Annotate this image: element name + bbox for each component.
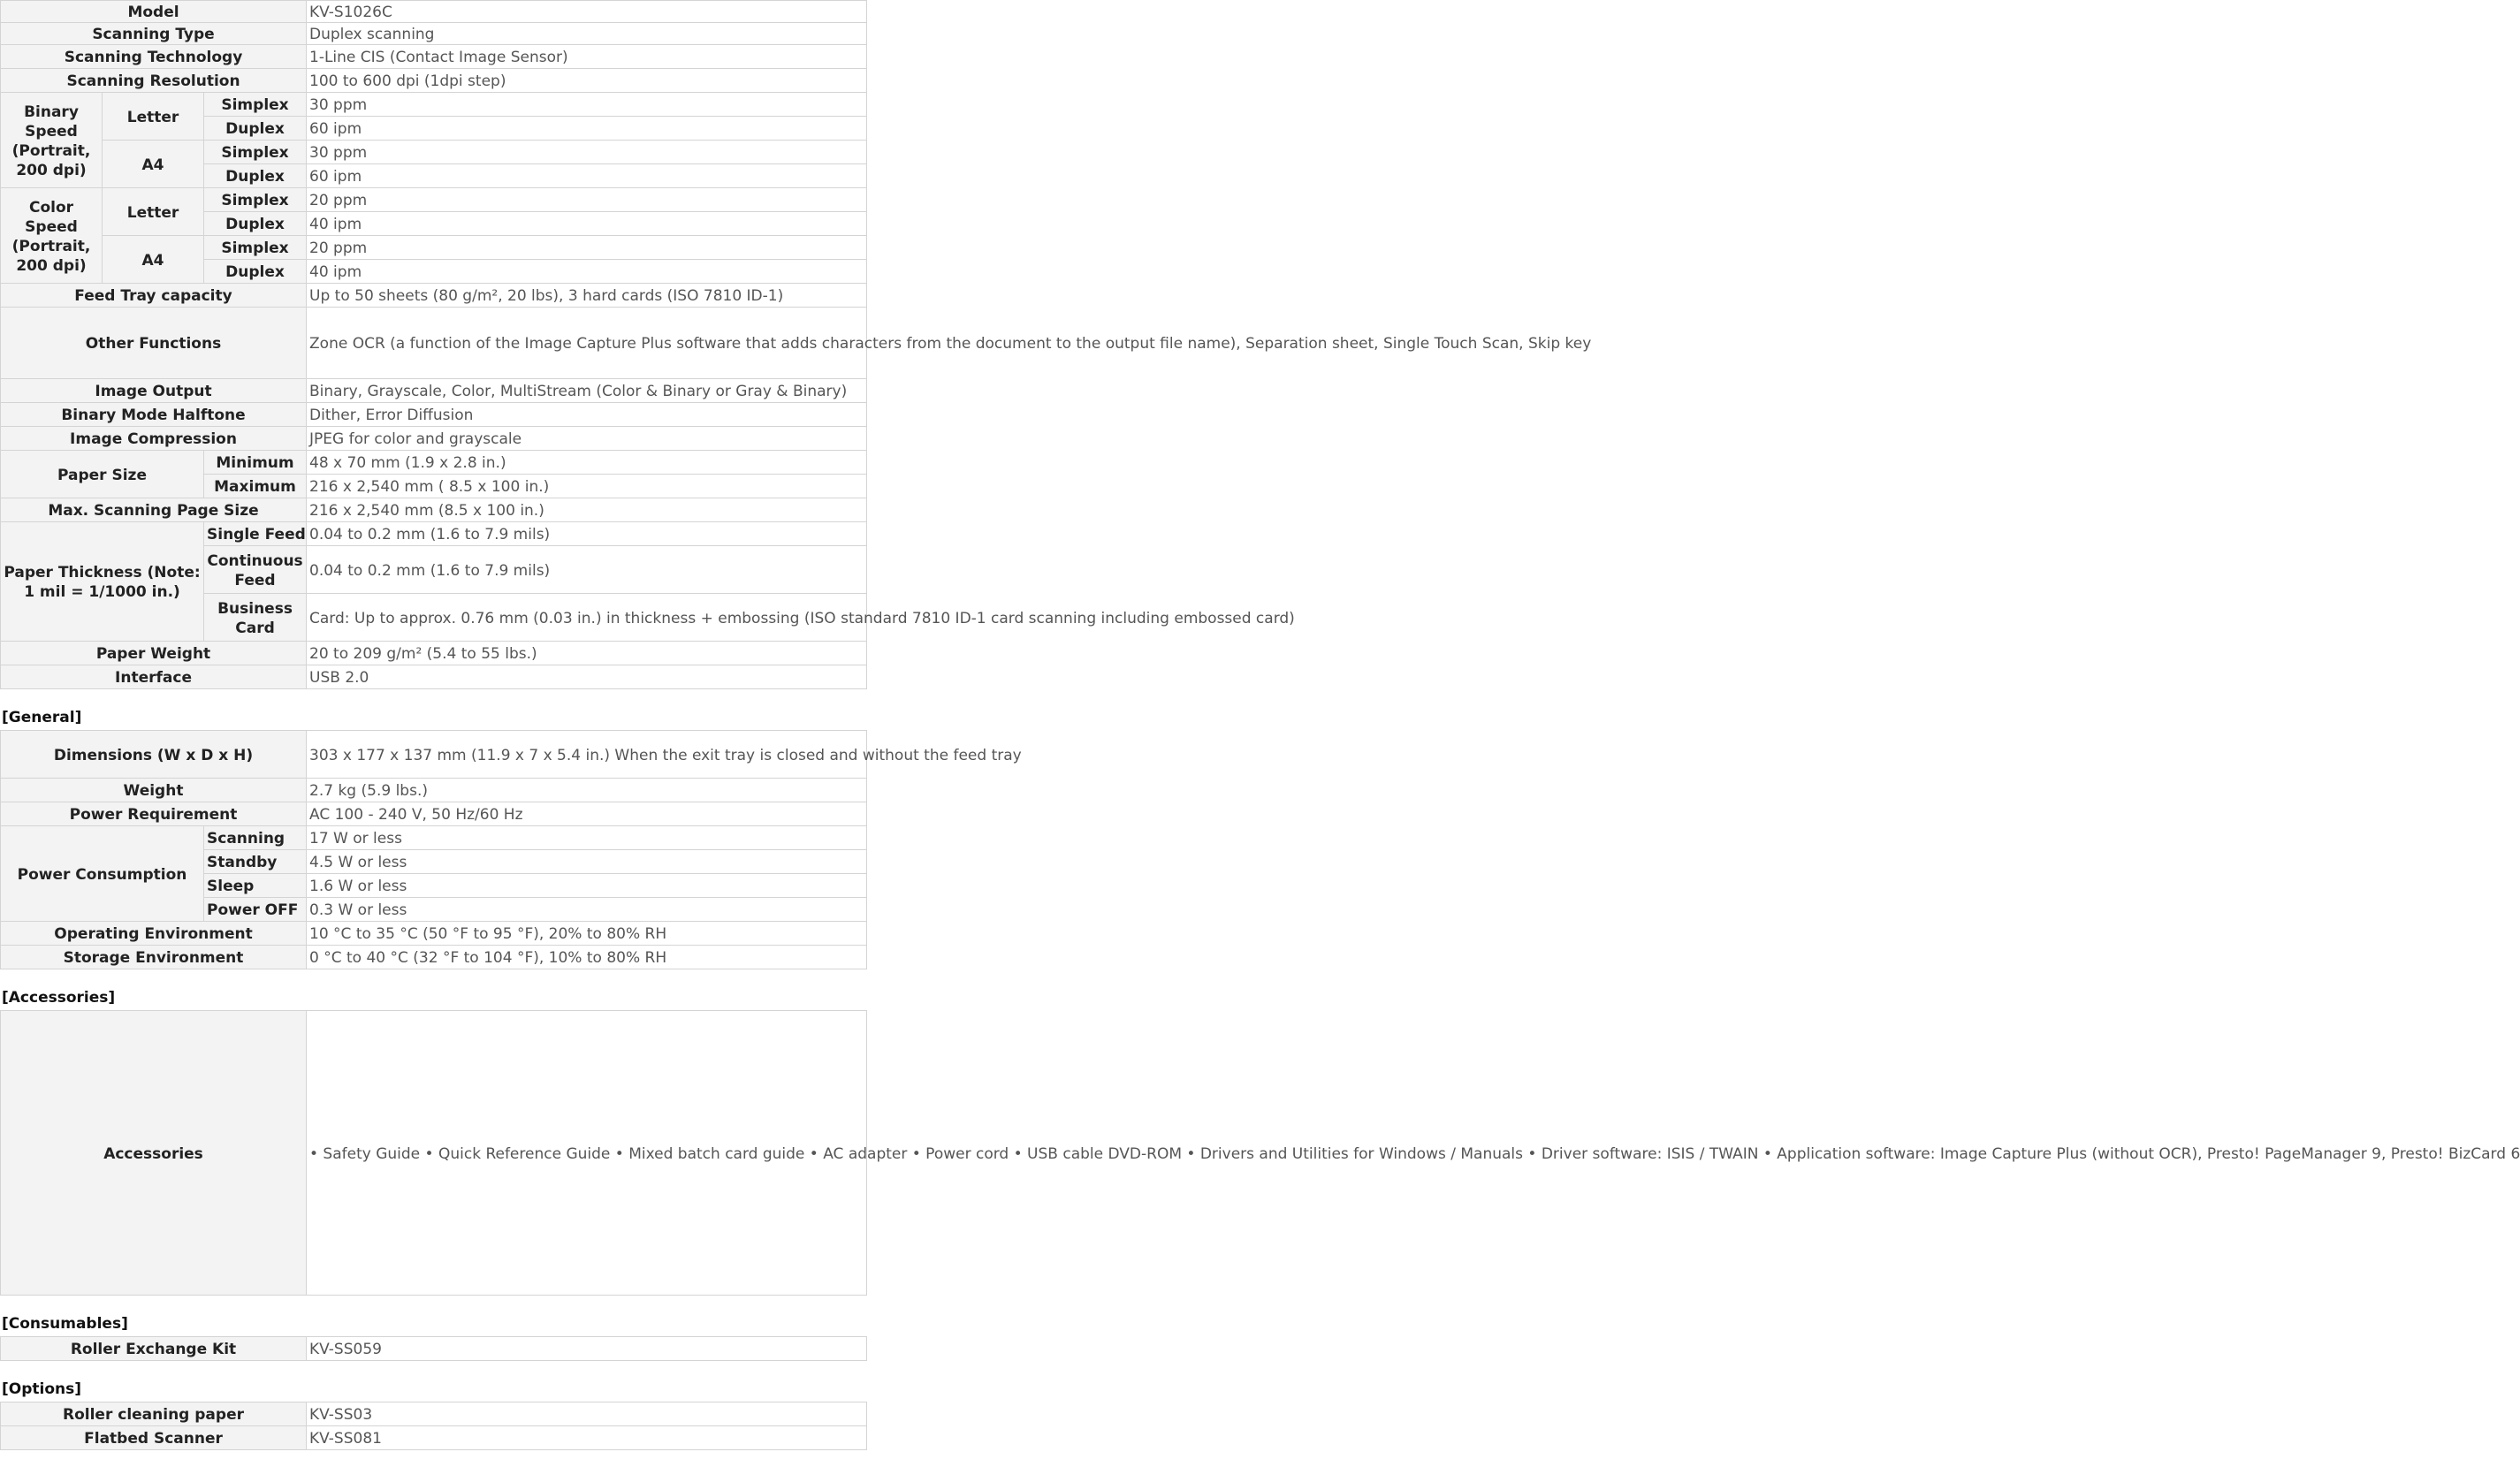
spec-value: KV-S1026C — [307, 1, 867, 23]
spec-row-paper-size-min — [1, 451, 867, 475]
options-table — [0, 1402, 867, 1450]
spec-label: Paper Weight — [1, 642, 307, 665]
single-feed-label: Single Feed — [204, 522, 307, 546]
spec-row-model — [1, 1, 867, 23]
spec-row-compression — [1, 427, 867, 451]
spec-row-storage-environment — [1, 946, 867, 969]
spec-value: AC 100 - 240 V, 50 Hz/60 Hz — [307, 802, 867, 826]
spec-label: Power Requirement — [1, 802, 307, 826]
spec-row-accessories — [1, 1011, 867, 1296]
binary-speed-label: Binary Speed (Portrait, 200 dpi) — [1, 93, 103, 188]
section-title-consumables: [Consumables] — [2, 1315, 128, 1333]
spec-value: 10 °C to 35 °C (50 °F to 95 °F), 20% to 80% RH — [307, 922, 867, 946]
spec-value: Card: Up to approx. 0.76 mm (0.03 in.) in thickness + embossing (ISO standard 7810 ID-1 card scanning including embossed card) — [307, 594, 867, 642]
spec-value: 0.3 W or less — [307, 898, 867, 922]
spec-value: 40 ipm — [307, 260, 867, 284]
spec-row-binary-a4-simplex — [1, 141, 867, 164]
spec-label: Interface — [1, 665, 307, 689]
spec-value: JPEG for color and grayscale — [307, 427, 867, 451]
spec-label: Roller Exchange Kit — [1, 1337, 307, 1361]
paper-letter-label: Letter — [103, 188, 204, 236]
spec-value: KV-SS059 — [307, 1337, 867, 1361]
spec-label: Scanning Resolution — [1, 69, 307, 93]
business-card-label: Business Card — [204, 594, 307, 642]
power-consumption-label: Power Consumption — [1, 826, 204, 922]
spec-row-scanning-resolution — [1, 69, 867, 93]
main-spec-table — [0, 0, 1592, 689]
spec-label: Scanning Technology — [1, 45, 307, 69]
spec-value: 0 °C to 40 °C (32 °F to 104 °F), 10% to 80% RH — [307, 946, 867, 969]
spec-row-dimensions — [1, 731, 867, 779]
spec-row-paper-weight — [1, 642, 867, 665]
paper-a4-label: A4 — [103, 236, 204, 284]
spec-row-power-requirement — [1, 802, 867, 826]
spec-label: Operating Environment — [1, 922, 307, 946]
spec-row-feed-tray — [1, 284, 867, 308]
spec-value: 30 ppm — [307, 93, 867, 117]
mode-simplex-label: Simplex — [204, 141, 307, 164]
continuous-feed-label: Continuous Feed — [204, 546, 307, 594]
section-title-accessories: [Accessories] — [2, 989, 116, 1007]
paper-letter-label: Letter — [103, 93, 204, 141]
spec-row-power-scanning — [1, 826, 867, 850]
spec-value: 1.6 W or less — [307, 874, 867, 898]
spec-value: 20 ppm — [307, 188, 867, 212]
spec-value: USB 2.0 — [307, 665, 867, 689]
standby-label: Standby — [204, 850, 307, 874]
spec-value: KV-SS03 — [307, 1402, 867, 1426]
spec-label: Model — [1, 1, 307, 23]
spec-value: 303 x 177 x 137 mm (11.9 x 7 x 5.4 in.) When the exit tray is closed and without the feed tray — [307, 731, 867, 779]
spec-value: Binary, Grayscale, Color, MultiStream (Color & Binary or Gray & Binary) — [307, 379, 867, 403]
spec-value: 216 x 2,540 mm (8.5 x 100 in.) — [307, 498, 867, 522]
minimum-label: Minimum — [204, 451, 307, 475]
spec-row-roller-cleaning-paper — [1, 1402, 867, 1426]
spec-row-roller-exchange-kit — [1, 1337, 867, 1361]
spec-row-weight — [1, 779, 867, 802]
accessories-list: • Safety Guide • Quick Reference Guide • Mixed batch card guide • AC adapter • Power cord • USB cable DVD-ROM • Drivers and Utilities for Windows / Manuals • Driver software: ISIS / TWAIN • Application software: Image Capture Plus (without OCR), Presto! PageManager 9, Presto! BizCard 6 — [307, 1011, 867, 1296]
mode-duplex-label: Duplex — [204, 260, 307, 284]
section-title-options: [Options] — [2, 1380, 82, 1398]
spec-value: 4.5 W or less — [307, 850, 867, 874]
spec-value: Zone OCR (a function of the Image Capture Plus software that adds characters from the document to the output file name), Separation sheet, Single Touch Scan, Skip key — [307, 308, 867, 379]
mode-simplex-label: Simplex — [204, 236, 307, 260]
spec-row-scanning-technology — [1, 45, 867, 69]
consumables-table — [0, 1336, 867, 1361]
spec-label: Image Output — [1, 379, 307, 403]
scanning-label: Scanning — [204, 826, 307, 850]
spec-label: Scanning Type — [1, 23, 307, 45]
general-spec-table — [0, 730, 1022, 969]
spec-row-operating-environment — [1, 922, 867, 946]
sleep-label: Sleep — [204, 874, 307, 898]
spec-row-interface — [1, 665, 867, 689]
spec-label: Flatbed Scanner — [1, 1426, 307, 1450]
spec-label: Binary Mode Halftone — [1, 403, 307, 427]
spec-value: 0.04 to 0.2 mm (1.6 to 7.9 mils) — [307, 522, 867, 546]
spec-label: Max. Scanning Page Size — [1, 498, 307, 522]
spec-label: Feed Tray capacity — [1, 284, 307, 308]
color-speed-label: Color Speed (Portrait, 200 dpi) — [1, 188, 103, 284]
spec-value: 30 ppm — [307, 141, 867, 164]
paper-size-label: Paper Size — [1, 451, 204, 498]
spec-row-halftone — [1, 403, 867, 427]
spec-value: 20 to 209 g/m² (5.4 to 55 lbs.) — [307, 642, 867, 665]
spec-row-max-page-size — [1, 498, 867, 522]
spec-row-color-a4-simplex — [1, 236, 867, 260]
spec-label: Roller cleaning paper — [1, 1402, 307, 1426]
mode-duplex-label: Duplex — [204, 164, 307, 188]
spec-value: 20 ppm — [307, 236, 867, 260]
spec-value: KV-SS081 — [307, 1426, 867, 1450]
spec-label: Accessories — [1, 1011, 307, 1296]
spec-label: Other Functions — [1, 308, 307, 379]
spec-value: 0.04 to 0.2 mm (1.6 to 7.9 mils) — [307, 546, 867, 594]
spec-value: Dither, Error Diffusion — [307, 403, 867, 427]
paper-a4-label: A4 — [103, 141, 204, 188]
spec-row-binary-letter-simplex — [1, 93, 867, 117]
spec-value: 216 x 2,540 mm ( 8.5 x 100 in.) — [307, 475, 867, 498]
spec-label: Weight — [1, 779, 307, 802]
spec-value: 60 ipm — [307, 117, 867, 141]
spec-value: Up to 50 sheets (80 g/m², 20 lbs), 3 hard cards (ISO 7810 ID-1) — [307, 284, 867, 308]
spec-value: 100 to 600 dpi (1dpi step) — [307, 69, 867, 93]
spec-row-thickness-single — [1, 522, 867, 546]
spec-row-image-output — [1, 379, 867, 403]
mode-simplex-label: Simplex — [204, 93, 307, 117]
spec-row-flatbed-scanner — [1, 1426, 867, 1450]
spec-value: 40 ipm — [307, 212, 867, 236]
mode-duplex-label: Duplex — [204, 212, 307, 236]
spec-value: 60 ipm — [307, 164, 867, 188]
section-title-general: [General] — [2, 709, 82, 726]
spec-label: Image Compression — [1, 427, 307, 451]
power-off-label: Power OFF — [204, 898, 307, 922]
spec-value: 1-Line CIS (Contact Image Sensor) — [307, 45, 867, 69]
spec-row-scanning-type — [1, 23, 867, 45]
spec-row-color-letter-simplex — [1, 188, 867, 212]
spec-value: 2.7 kg (5.9 lbs.) — [307, 779, 867, 802]
paper-thickness-label: Paper Thickness (Note: 1 mil = 1/1000 in.) — [1, 522, 204, 642]
spec-row-other-functions — [1, 308, 867, 379]
maximum-label: Maximum — [204, 475, 307, 498]
mode-simplex-label: Simplex — [204, 188, 307, 212]
spec-value: 17 W or less — [307, 826, 867, 850]
spec-label: Dimensions (W x D x H) — [1, 731, 307, 779]
spec-value: 48 x 70 mm (1.9 x 2.8 in.) — [307, 451, 867, 475]
spec-value: Duplex scanning — [307, 23, 867, 45]
accessories-table — [0, 1010, 2520, 1296]
spec-label: Storage Environment — [1, 946, 307, 969]
mode-duplex-label: Duplex — [204, 117, 307, 141]
